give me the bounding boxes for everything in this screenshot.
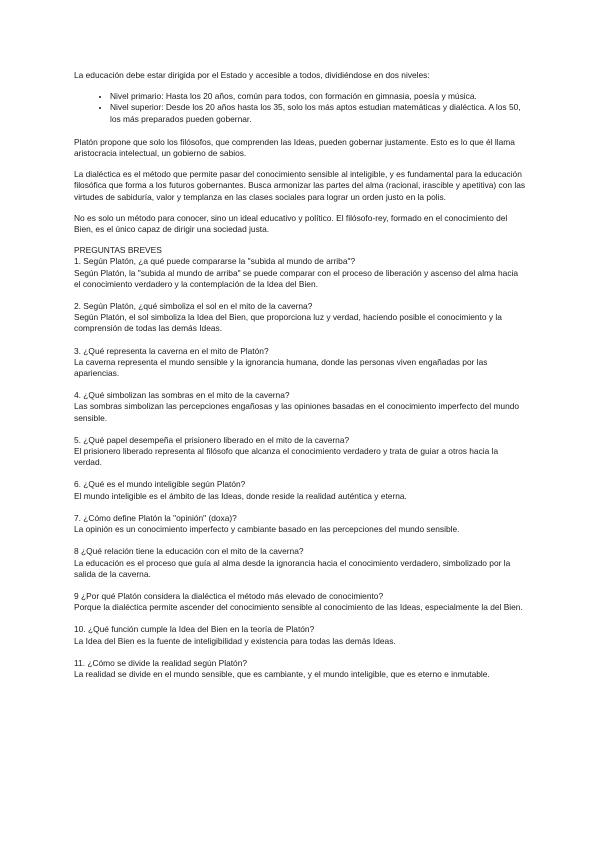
body-paragraph: No es solo un método para conocer, sino un ideal educativo y político. El filósofo-rey, formado en el conocimiento del Bien, es el único capaz de dirigir una sociedad justa. [74, 212, 508, 235]
education-levels-list [74, 91, 526, 125]
answer: Las sombras simbolizan las percepciones engañosas y las opiniones basadas en el conocimiento imperfecto del mundo sensible. [74, 401, 520, 423]
question: 3. ¿Qué representa la caverna en el mito de Platón? [74, 345, 269, 356]
question: 4. ¿Qué simbolizan las sombras en el mito de la caverna? [74, 390, 290, 401]
answer: Porque la dialéctica permite ascender del conocimiento sensible al conocimiento de las Ideas, especialmente la del Bien. [74, 602, 523, 613]
qa-item [74, 256, 526, 290]
qa-item [74, 435, 526, 469]
qa-item [74, 479, 526, 501]
body-paragraph: La dialéctica es el método que permite pasar del conocimiento sensible al inteligible, y es fundamental para la educación filosófica que forma a los futuros gobernantes. Busca armonizar las partes del alma (racional, irascible y apetitiva) con las virtudes de sabiduría, valor y templanza en las clases sociales para lograr un orden justo en la polis. [74, 169, 526, 202]
question: 11. ¿Cómo se divide la realidad según Platón? [74, 657, 248, 668]
qa-item [74, 591, 526, 613]
qa-item [74, 658, 526, 680]
body-paragraph: Platón propone que solo los filósofos, que comprenden las Ideas, pueden gobernar justamente. Esto es lo que él llama aristocracia intelectual, un gobierno de sabios. [74, 136, 515, 159]
answer: La Idea del Bien es la fuente de inteligibilidad y existencia para todas las demás Ideas. [74, 635, 396, 646]
question: 9 ¿Por qué Platón considera la dialéctica el método más elevado de conocimiento? [74, 590, 384, 601]
question: 5. ¿Qué papel desempeña el prisionero liberado en el mito de la caverna? [74, 434, 350, 445]
answer: Según Platón, el sol simboliza la Idea del Bien, que proporciona luz y verdad, haciendo posible el conocimiento y la comprensión de todas las demás Ideas. [74, 312, 502, 334]
question: 7. ¿Cómo define Platón la "opinión" (doxa)? [74, 512, 237, 523]
question: 10. ¿Qué función cumple la Idea del Bien en la teoría de Platón? [74, 624, 315, 635]
qa-item [74, 513, 526, 535]
qa-item [74, 301, 526, 335]
answer: El prisionero liberado representa al filósofo que alcanza el conocimiento verdadero y trata de guiar a otros hacia la verdad. [74, 446, 499, 468]
question: 2. Según Platón, ¿qué simboliza el sol en el mito de la caverna? [74, 301, 313, 312]
answer: La educación es el proceso que guía al alma desde la ignorancia hacia el conocimiento verdadero, simbolizado por la salida de la caverna. [74, 557, 511, 579]
answer: Según Platón, la "subida al mundo de arriba" se puede comparar con el proceso de liberación y ascenso del alma hacia el conocimiento verdadero y la contemplación de la Idea del Bien. [74, 267, 519, 289]
question: 8 ¿Qué relación tiene la educación con el mito de la caverna? [74, 546, 304, 557]
answer: El mundo inteligible es el ámbito de las Ideas, donde reside la realidad auténtica y eterna. [74, 490, 407, 501]
answer: La caverna representa el mundo sensible y la ignorancia humana, donde las personas viven engañadas por las apariencias. [74, 356, 488, 379]
section-title: PREGUNTAS BREVES [74, 245, 162, 256]
list-item: • Nivel superior: Desde los 20 años hasta los 35, solo los más aptos estudian matemáticas y dialéctica. A los 50, los más preparados pueden gobernar. [110, 102, 526, 124]
qa-item [74, 346, 526, 380]
answer: La opinión es un conocimiento imperfecto y cambiante basado en las percepciones del mundo sensible. [74, 524, 460, 535]
answer: La realidad se divide en el mundo sensible, que es cambiante, y el mundo inteligible, que es eterno e inmutable. [74, 668, 490, 679]
question: 1. Según Platón, ¿a qué puede compararse la "subida al mundo de arriba"? [74, 256, 356, 267]
qa-item [74, 390, 526, 424]
question: 6. ¿Qué es el mundo inteligible según Platón? [74, 479, 246, 490]
list-item: • Nivel primario: Hasta los 20 años, común para todos, con formación en gimnasia, poesía y música. [110, 91, 526, 102]
qa-item [74, 624, 526, 646]
intro-paragraph: La educación debe estar dirigida por el Estado y accesible a todos, dividiéndose en dos niveles: [74, 70, 430, 80]
qa-item [74, 546, 526, 580]
